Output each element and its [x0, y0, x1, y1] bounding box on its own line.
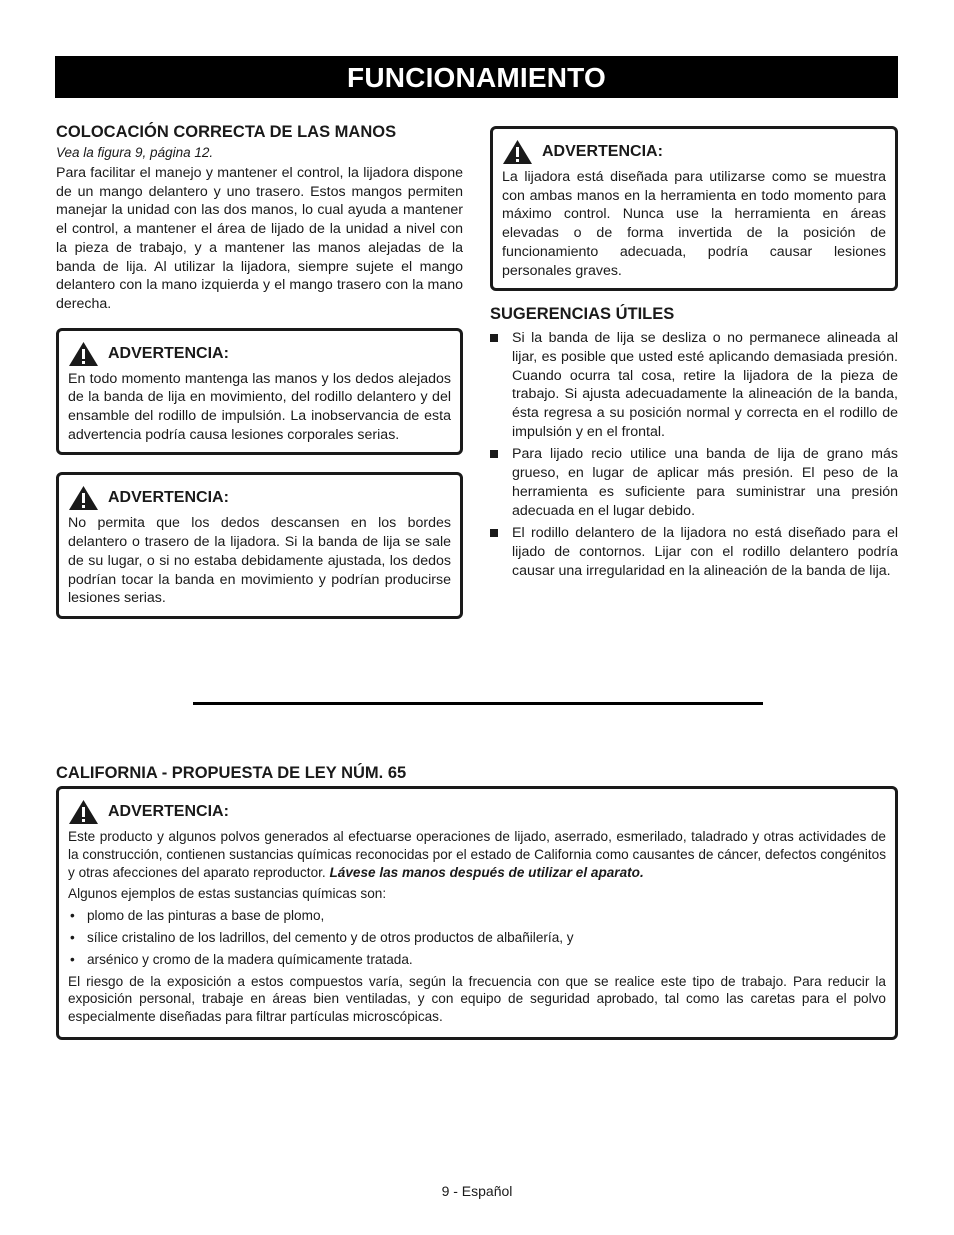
right-column — [490, 126, 898, 584]
warning-title: ADVERTENCIA: — [108, 344, 229, 362]
bullet-mark: • — [70, 951, 75, 967]
list-item — [490, 445, 898, 520]
bullet-mark: • — [70, 908, 75, 924]
section-banner: FUNCIONAMIENTO — [55, 56, 898, 98]
california-intro-emphasis: Lávese las manos después de utilizar el aparato. — [329, 864, 644, 880]
warning-triangle-icon — [68, 341, 99, 367]
figure-reference: Vea la figura 9, página 12. — [56, 145, 214, 160]
example-text: plomo de las pinturas a base de plomo, — [87, 908, 325, 924]
warning-box-hands — [56, 328, 463, 456]
list-item — [490, 524, 898, 580]
tip-text: El rodillo delantero de la lijadora no está diseñado para el lijado de contornos. Lijar con el rodillo delantero podría causar una irregularidad en la alineación de la banda de lija. — [512, 525, 898, 579]
california-examples-list — [68, 907, 886, 968]
warning-text: No permita que los dedos descansen en los bordes delantero o trasero de la lijadora. Si la banda de lija se sale de su lugar, o si no estaba debidamente ajustada, los dedos podrían tocar la banda en movimiento y podrían producirse lesiones serias. — [68, 515, 451, 607]
tips-heading: SUGERENCIAS ÚTILES — [490, 305, 675, 324]
list-item — [68, 951, 886, 969]
tip-text: Si la banda de lija se desliza o no permanece alineada al lijar, es posible que usted esté aplicando demasiada presión. Cuando ocurra tal cosa, retire la lijadora de la pieza de trabajo. Si ajusta adecuadamente la alineación de la banda, ésta regresa a su posición normal y correcta en el rodillo de impulsión y en el frontal. — [512, 330, 898, 440]
warning-triangle-icon — [502, 139, 533, 165]
warning-text: La lijadora está diseñada para utilizarse como se muestra con ambas manos en la herramienta en todo momento para máximo control. Nunca use la herramienta en áreas elevadas o de forma invertida de la posición de funcionamiento adecuada, podría causar lesiones personales graves. — [502, 169, 886, 279]
section-divider — [193, 702, 763, 705]
example-text: sílice cristalino de los ladrillos, del cemento y de otros productos de albañilería, y — [87, 929, 574, 945]
left-column — [56, 122, 463, 619]
list-item — [490, 329, 898, 441]
square-bullet-icon — [490, 334, 498, 342]
tip-text: Para lijado recio utilice una banda de lija de grano más grueso, en lugar de aplicar más presión. El peso de la herramienta es suficiente para suministrar una presión adecuada en el lugar debido. — [512, 446, 898, 519]
warning-triangle-icon — [68, 799, 99, 825]
california-examples-lead: Algunos ejemplos de estas sustancias químicas son: — [68, 886, 387, 902]
california-warning-box — [56, 786, 898, 1040]
warning-box-fingers — [56, 472, 463, 619]
warning-triangle-icon — [68, 485, 99, 511]
list-item — [68, 929, 886, 947]
california-intro-text: Este producto y algunos polvos generados al efectuarse operaciones de lijado, aserrado, esmerilado, taladrado y otras actividades de la construcción, contienen sustancias químicas reconocidas por el estado de California como causantes de cáncer, defectos congénitos y otras afecciones del aparato reproductor. — [68, 829, 886, 880]
warning-title: ADVERTENCIA: — [542, 143, 663, 160]
list-item — [68, 907, 886, 925]
warning-header — [68, 799, 886, 825]
warning-header — [68, 485, 451, 511]
hand-placement-heading: COLOCACIÓN CORRECTA DE LAS MANOS — [56, 123, 397, 141]
warning-box-control — [490, 126, 898, 291]
warning-text: En todo momento mantenga las manos y los dedos alejados de la banda de lija en movimiento, del rodillo delantero y del ensamble del rodillo de impulsión. La inobservancia de esta advertencia podría causa lesiones corporales serias. — [68, 370, 451, 443]
california-intro — [68, 828, 886, 881]
tips-list — [490, 329, 898, 580]
warning-title: ADVERTENCIA: — [108, 489, 229, 507]
page-number: 9 - Español — [441, 1183, 513, 1199]
hand-placement-paragraph: Para facilitar el manejo y mantener el control, la lijadora dispone de un mango delantero y uno trasero. Estos mangos permiten manejar la unidad con las dos manos, lo cual ayuda a mantener el control, a mantener el área de lijado de la unidad a nivel con la pieza de trabajo, y a mantener las manos alejadas de la banda de lija. Al utilizar la lijadora, siempre sujete el mango delantero con la mano izquierda y el mango trasero con la mano derecha. — [56, 165, 463, 312]
example-text: arsénico y cromo de la madera químicamente tratada. — [87, 951, 413, 967]
square-bullet-icon — [490, 450, 498, 458]
bullet-mark: • — [70, 929, 75, 945]
california-heading: CALIFORNIA - PROPUESTA DE LEY NÚM. 65 — [56, 764, 407, 782]
warning-header — [502, 139, 886, 165]
square-bullet-icon — [490, 529, 498, 537]
warning-title: ADVERTENCIA: — [108, 803, 229, 820]
warning-header — [68, 341, 451, 367]
california-closing: El riesgo de la exposición a estos compuestos varía, según la frecuencia con que se realice este tipo de trabajo. Para reducir la exposición personal, trabaje en áreas bien ventiladas, y con equipo de seguridad aprobado, tal como las caretas para el polvo especialmente diseñadas para filtrar partículas microscópicas. — [68, 973, 886, 1025]
